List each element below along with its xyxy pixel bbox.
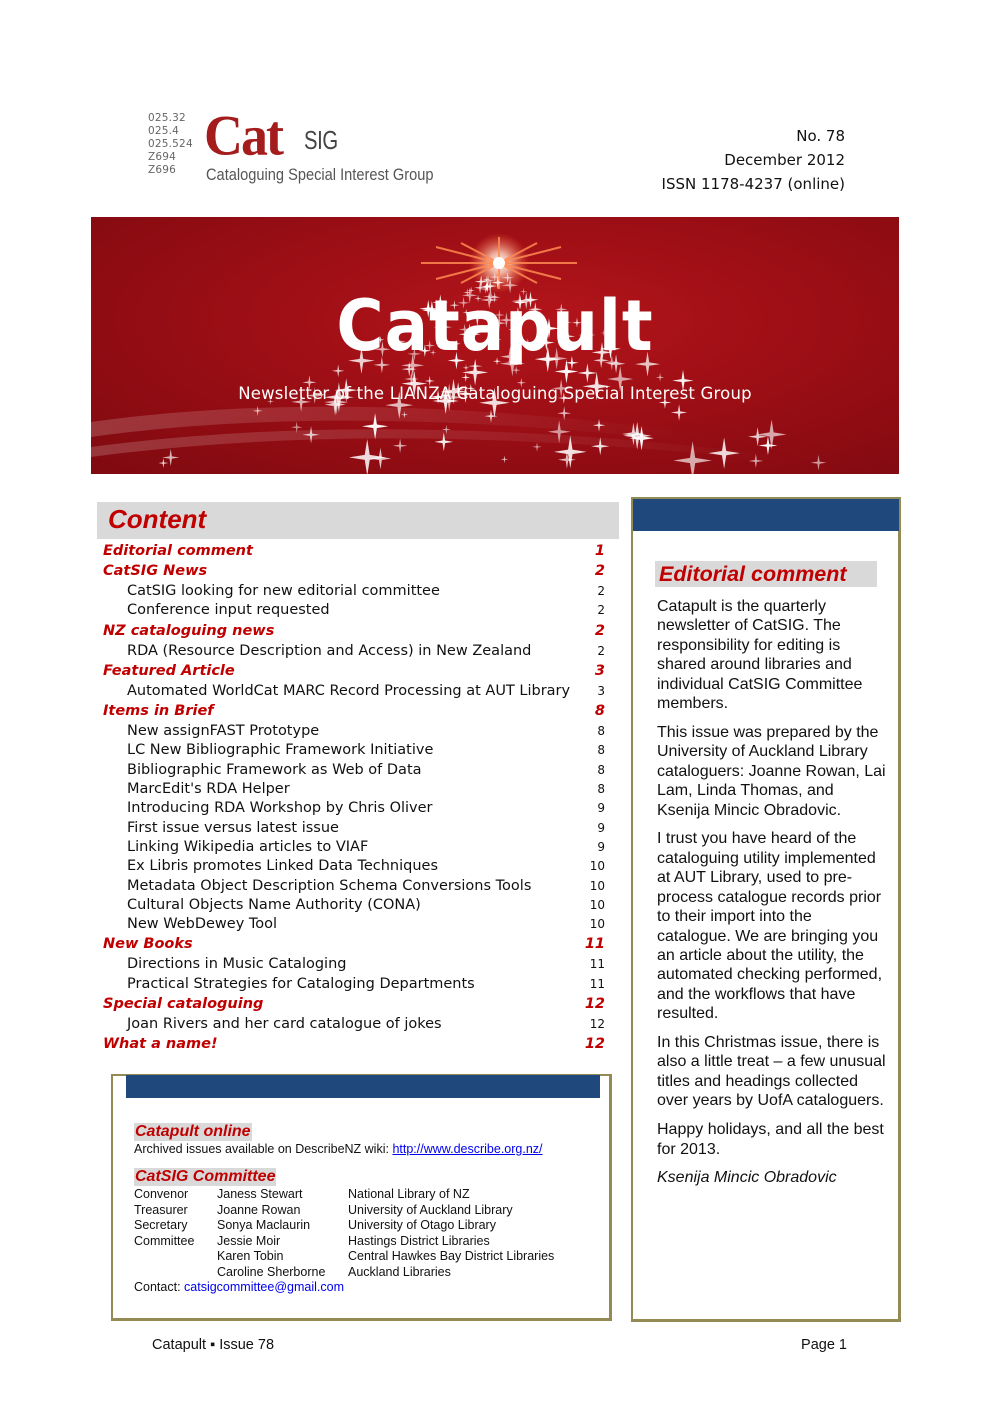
toc-page-number: 2 [597,643,605,658]
toc-item[interactable] [103,780,605,799]
toc-page-number: 3 [594,662,605,679]
member-role: Convenor [134,1187,189,1201]
class-number: 025.32 [148,112,186,124]
toc-page-number: 1 [594,543,605,559]
committee-member [134,1234,554,1250]
toc-page-number: 10 [589,878,605,893]
member-organisation: Central Hawkes Bay District Libraries [348,1249,555,1264]
member-name: Janess Stewart [217,1187,303,1201]
committee-member [134,1249,554,1265]
toc-item[interactable] [103,877,605,896]
toc-item[interactable] [103,722,605,741]
contents-heading: Content [108,504,207,534]
toc-page-number: 12 [589,1017,605,1032]
toc-title: Practical Strategies for Cataloging Departments [127,975,475,992]
toc-item[interactable] [103,838,605,857]
toc-page-number: 10 [589,897,605,912]
toc-item[interactable] [103,857,605,876]
toc-item[interactable] [103,761,605,780]
toc-section[interactable] [103,561,605,582]
toc-item[interactable] [103,601,605,620]
toc-section[interactable] [103,1034,605,1055]
logo-tagline: Cataloguing Special Interest Group [206,165,434,184]
describe-wiki-link[interactable]: http://www.describe.org.nz/ [392,1142,543,1156]
sparkle-icon [656,373,665,382]
toc-item[interactable] [103,975,605,994]
toc-page-number: 2 [597,584,605,598]
catapult-online-heading: Catapult online [135,1123,251,1140]
toc-title: Directions in Music Cataloging [127,956,347,973]
toc-page-number: 9 [597,801,605,816]
committee-heading: CatSIG Committee [135,1168,276,1185]
class-number: Z694 [148,151,177,163]
archive-description: Archived issues available on DescribeNZ wiki: [134,1142,393,1156]
toc-title: New Books [103,936,193,953]
committee-contact [134,1280,344,1294]
toc-page-number: 11 [589,976,605,991]
member-name: Sonya Maclaurin [217,1218,311,1233]
toc-page-number: 8 [597,782,605,797]
toc-title: Joan Rivers and her card catalogue of jokes [127,1016,442,1033]
table-of-contents [103,541,605,1055]
toc-title: New WebDewey Tool [127,916,278,933]
catsig-logo [148,104,458,184]
toc-title: Metadata Object Description Schema Conversions Tools [127,877,532,894]
toc-section[interactable] [103,701,605,722]
toc-title: Editorial comment [103,543,253,559]
member-role: Treasurer [134,1202,188,1217]
editorial-paragraph: This issue was prepared by the University of Auckland Library cataloguers: Joanne Rowan, Lai Lam, Linda Thomas, and Ksenija Mincic Obradovic. [657,723,886,819]
editorial-paragraph: In this Christmas issue, there is also a little treat – a few unusual titles and headings collected over years by UofA cataloguers. [657,1034,886,1110]
toc-item[interactable] [103,896,605,915]
member-role [134,1265,217,1281]
logo-brand-suffix: SIG [304,125,338,155]
issue-info [662,124,845,196]
toc-title: Linking Wikipedia articles to VIAF [127,838,369,855]
member-name: Jessie Moir [217,1233,281,1248]
sparkle-icon [757,419,787,449]
toc-title: Special cataloguing [103,996,264,1013]
toc-title: Items in Brief [103,703,214,720]
toc-title: Conference input requested [127,602,330,619]
editorial-heading: Editorial comment [659,562,847,586]
member-name: Caroline Sherborne [217,1264,326,1279]
newsletter-subtitle: Newsletter of the LIANZA Cataloguing Special Interest Group [238,384,752,403]
toc-title: New assignFAST Prototype [127,723,320,740]
toc-page-number: 2 [594,622,605,639]
toc-title: Bibliographic Framework as Web of Data [127,761,422,778]
class-number: 025.4 [148,125,180,137]
toc-section[interactable] [103,661,605,682]
catapult-online-text [134,1142,543,1156]
member-name: Joanne Rowan [217,1202,301,1217]
info-box-header-bar [126,1075,600,1098]
toc-title: Introducing RDA Workshop by Chris Oliver [127,800,433,817]
member-role: Committee [134,1233,195,1248]
editorial-paragraph: Catapult is the quarterly newsletter of CatSIG. The responsibility for editing is shared around libraries and individual CatSIG Committee members. [657,598,863,713]
sparkle-icon [393,438,408,453]
contact-label: Contact: [134,1280,185,1294]
toc-page-number: 9 [597,839,605,854]
toc-page-number: 2 [594,563,605,579]
footer-page-number: Page 1 [801,1337,847,1353]
top-star-icon [421,233,577,293]
sparkle-icon [532,442,541,451]
member-name: Karen Tobin [217,1249,284,1264]
member-organisation: University of Auckland Library [348,1202,513,1217]
toc-item[interactable] [103,642,605,661]
sparkle-icon [671,404,687,420]
newsletter-title: Catapult [336,285,654,367]
toc-page-number: 8 [594,703,605,720]
member-organisation: University of Otago Library [348,1218,496,1233]
editorial-heading-bar [655,561,877,587]
toc-page-number: 8 [597,762,605,777]
sparkle-icon [349,439,385,474]
toc-title: Automated WorldCat MARC Record Processing at AUT Library [127,682,571,699]
toc-item[interactable] [103,915,605,934]
editorial-signature: Ksenija Mincic Obradovic [657,1169,837,1187]
toc-title: Cultural Objects Name Authority (CONA) [127,896,421,913]
toc-title: First issue versus latest issue [127,819,339,836]
toc-page-number: 10 [589,859,605,874]
classification-numbers [148,112,193,177]
toc-title: MarcEdit's RDA Helper [127,781,290,798]
toc-item[interactable] [103,682,605,701]
committee-member [134,1265,554,1281]
sparkle-icon [501,455,509,463]
editorial-paragraph: Happy holidays, and all the best for 2013. [657,1121,884,1158]
member-role: Secretary [134,1218,188,1233]
sparkle-icon [302,426,319,443]
toc-page-number: 8 [597,743,605,758]
member-organisation: Hastings District Libraries [348,1233,490,1248]
toc-item[interactable] [103,1015,605,1034]
footer-publication: Catapult ▪ Issue 78 [152,1337,275,1353]
toc-page-number: 12 [584,1036,605,1053]
committee-member [134,1218,554,1234]
toc-title: LC New Bibliographic Framework Initiative [127,742,434,759]
member-organisation: Auckland Libraries [348,1264,451,1279]
toc-item[interactable] [103,819,605,838]
committee-list [134,1187,554,1281]
sparkle-icon [748,427,767,446]
logo-brand-main: Cat [204,104,282,168]
toc-title: Featured Article [103,662,235,679]
toc-title: CatSIG looking for new editorial committee [127,583,440,599]
toc-section[interactable] [103,994,605,1015]
toc-page-number: 12 [584,996,605,1013]
sparkle-icon [759,436,778,455]
toc-section[interactable] [103,541,605,561]
toc-section[interactable] [103,934,605,955]
toc-item[interactable] [103,741,605,760]
toc-page-number: 10 [589,917,605,932]
toc-title: CatSIG News [103,563,208,579]
issue-number: No. 78 [796,127,845,145]
toc-page-number: 8 [597,724,605,739]
issue-date: December 2012 [724,151,845,169]
toc-title: Ex Libris promotes Linked Data Techniques [127,858,439,875]
committee-member [134,1187,554,1203]
toc-title: RDA (Resource Description and Access) in New Zealand [127,642,532,659]
contact-email-link[interactable]: catsigcommittee@gmail.com [184,1280,344,1294]
toc-page-number: 3 [597,683,605,698]
member-organisation: National Library of NZ [348,1187,470,1201]
toc-page-number: 2 [597,603,605,618]
toc-page-number: 11 [589,957,605,972]
editorial-body [657,597,887,1197]
toc-title: What a name! [103,1036,218,1053]
class-number: 025.524 [148,138,193,150]
issue-issn: ISSN 1178-4237 (online) [661,175,845,193]
toc-item[interactable] [103,582,605,601]
sparkle-icon [158,458,168,468]
class-number: Z696 [148,164,177,176]
sparkle-icon [811,455,827,471]
committee-member [134,1203,554,1219]
member-role [134,1249,217,1265]
sparkle-icon [461,373,470,382]
toc-section[interactable] [103,621,605,642]
editorial-paragraph: I trust you have heard of the cataloguing utility implemented at AUT Library, used to pre-process catalogue records prior to their import into the catalogue. We are bringing you an article about the utility, the automated checking performed, and the workflows that have resulted. [657,830,883,1023]
toc-title: NZ cataloguing news [103,622,275,639]
sparkle-icon [708,437,739,468]
toc-item[interactable] [103,955,605,974]
sidebar-header-bar [633,499,899,531]
toc-item[interactable] [103,799,605,818]
contents-heading-bar [97,502,619,539]
toc-page-number: 9 [597,820,605,835]
toc-page-number: 11 [584,936,605,953]
masthead-banner [91,217,899,474]
